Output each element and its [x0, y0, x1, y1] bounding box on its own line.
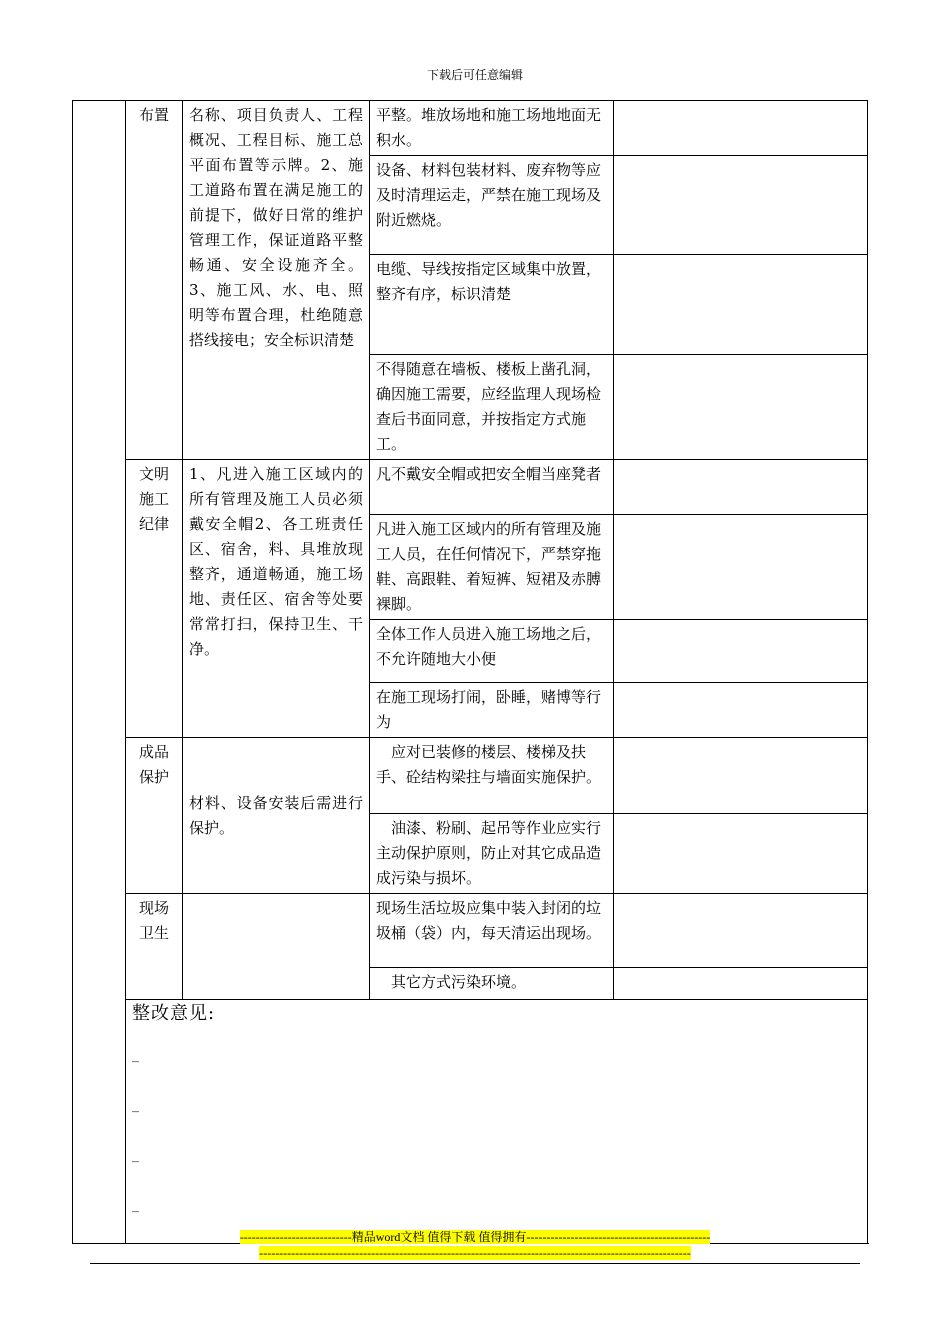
check-cell [614, 738, 868, 814]
blank-marker: _ [132, 1197, 139, 1213]
blank-line-2 [132, 1072, 861, 1122]
category-protection-label: 成品保护 [138, 743, 169, 786]
blank-marker: _ [132, 1047, 139, 1063]
description-layout: 名称、项目负责人、工程概况、工程目标、施工总平面布置等示牌。2、施工道路布置在满足施工的前提下，做好日常的维护管理工作，保证道路平整畅通、安全设施齐全。3、施工风、水、电、照明等布置合理，杜绝随意搭线接电；安全标识清楚 [183, 101, 370, 460]
item-discipline-2: 凡进入施工区域内的所有管理及施工人员，在任何情况下，严禁穿拖鞋、高跟鞋、着短裤、短裙及赤膊裸脚。 [370, 515, 614, 620]
item-hygiene-2: 其它方式污染环境。 [370, 968, 614, 1000]
description-discipline: 1、凡进入施工区域内的所有管理及施工人员必须戴安全帽2、各工班责任区、宿舍，料、具堆放现整齐，通道畅通，施工场地、责任区、宿舍等处要常常打扫，保持卫生、干净。 [183, 460, 370, 738]
item-protection-1: 应对已装修的楼层、楼梯及扶手、砼结构梁拄与墙面实施保护。 [370, 738, 614, 814]
table-row [73, 460, 868, 515]
check-cell [614, 515, 868, 620]
check-cell [614, 894, 868, 968]
footer-banner-line-1 [0, 1230, 950, 1245]
item-discipline-3: 全体工作人员进入施工场地之后，不允许随地大小便 [370, 620, 614, 683]
check-cell [614, 814, 868, 894]
category-discipline [126, 460, 183, 738]
footer-banner-line-2 [0, 1246, 950, 1261]
category-hygiene [126, 894, 183, 1000]
description-protection: 材料、设备安装后需进行保护。 [183, 738, 370, 894]
table-row [73, 1000, 868, 1244]
footer-banner-text-1: ----------------------------精品word文档 值得下载 值得拥有---------------------------------------------- [239, 1230, 711, 1244]
category-discipline-label: 文明施工纪律 [138, 465, 169, 533]
check-cell [614, 101, 868, 156]
item-layout-3: 电缆、导线按指定区域集中放置，整齐有序，标识清楚 [370, 255, 614, 355]
blank-line-3 [132, 1122, 861, 1172]
blank-line-1 [132, 1026, 861, 1072]
category-layout: 布置 [126, 101, 183, 460]
description-hygiene [183, 894, 370, 1000]
check-cell [614, 255, 868, 355]
check-cell [614, 683, 868, 738]
item-layout-4: 不得随意在墙板、楼板上凿孔洞，确因施工需要，应经监理人现场检查后书面同意，并按指定方式施工。 [370, 355, 614, 460]
item-hygiene-1: 现场生活垃圾应集中装入封闭的垃圾桶（袋）内，每天清运出现场。 [370, 894, 614, 968]
outer-left-cell [73, 101, 126, 1244]
check-cell [614, 968, 868, 1000]
footer-banner-text-2: ------------------------------------------------------------------------------------------------------------ [259, 1246, 691, 1260]
table-row [73, 101, 868, 156]
check-cell [614, 460, 868, 515]
item-layout-2: 设备、材料包装材料、废弃物等应及时清理运走，严禁在施工现场及附近燃烧。 [370, 156, 614, 255]
table-row [73, 894, 868, 968]
check-cell [614, 355, 868, 460]
item-protection-2: 油漆、粉刷、起吊等作业应实行主动保护原则，防止对其它成品造成污染与损坏。 [370, 814, 614, 894]
blank-marker: _ [132, 1097, 139, 1113]
check-cell [614, 156, 868, 255]
item-discipline-1: 凡不戴安全帽或把安全帽当座凳者 [370, 460, 614, 515]
blank-marker: _ [132, 1147, 139, 1163]
category-hygiene-label: 现场卫生 [138, 899, 169, 942]
rectification-opinion-cell [126, 1000, 868, 1244]
footer-rule [90, 1263, 860, 1264]
check-cell [614, 620, 868, 683]
inspection-table [72, 100, 868, 1244]
header-note: 下载后可任意编辑 [426, 68, 523, 82]
item-discipline-4: 在施工现场打闹，卧睡，赌博等行为 [370, 683, 614, 738]
table-row [73, 738, 868, 814]
category-protection [126, 738, 183, 894]
blank-line-4 [132, 1172, 861, 1222]
item-layout-1: 平整。堆放场地和施工场地地面无积水。 [370, 101, 614, 156]
rectification-opinion-title: 整改意见: [132, 1003, 216, 1024]
